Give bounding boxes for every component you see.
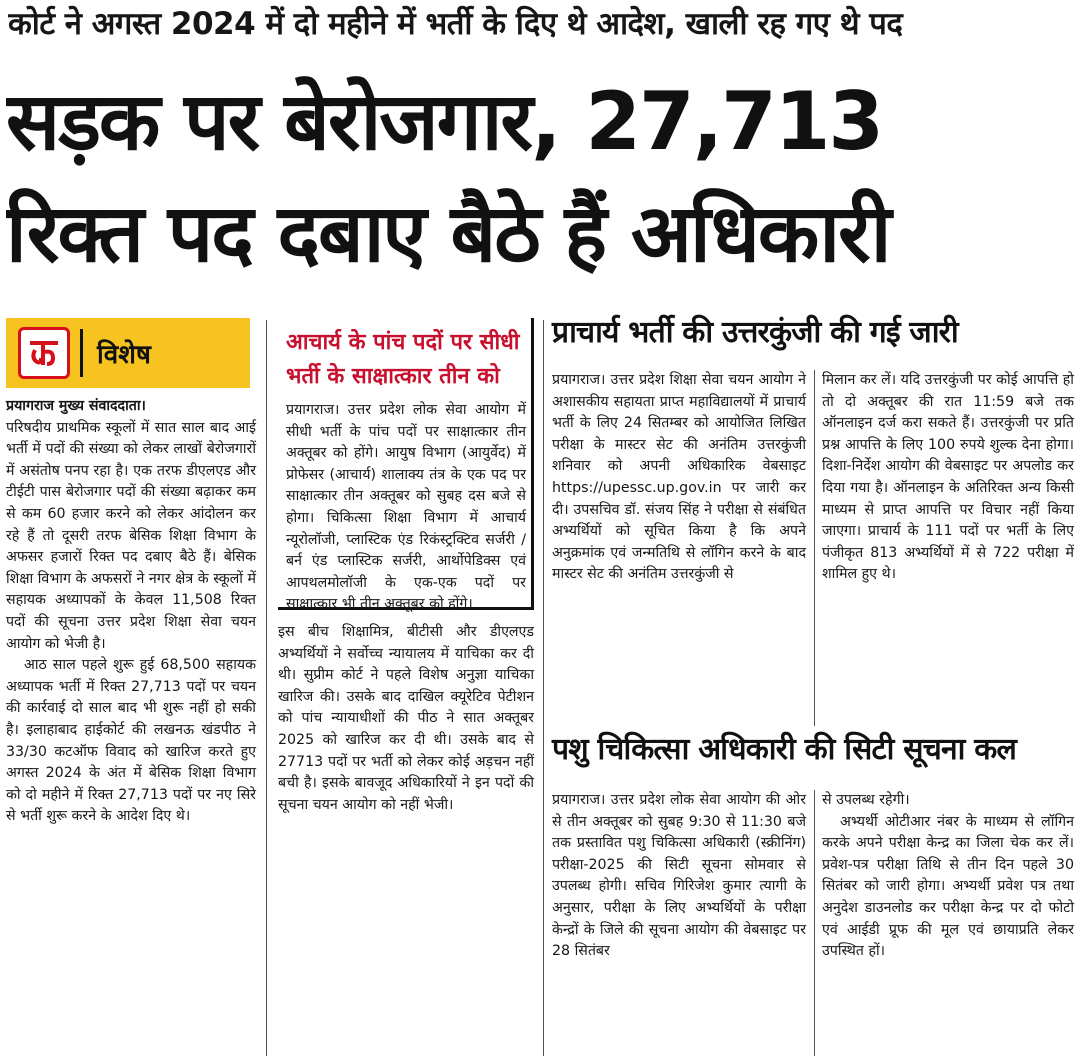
- boxed-story-text: प्रयागराज। उत्तर प्रदेश लोक सेवा आयोग में सीधी भर्ती के पांच पदों पर साक्षात्कार तीन अक्तूबर को होंगे। आयुष विभाग (आयुर्वेद) में प्रोफेसर (आचार्य) शालाक्य तंत्र के एक पद पर साक्षात्कार तीन अक्तूबर को सुबह दस बजे से होगा। चिकित्सा शिक्षा विभाग में आचार्य न्यूरोलॉजी, प्लास्टिक एंड रिकंस्ट्रक्टिव सर्जरी /बर्न एंड प्लास्टिक सर्जरी, आर्थोपेडिक्स एवं आपथलमोलॉजी के एक-एक पदों पर साक्षात्कार भी तीन अक्तूबर को होंगे।: [286, 402, 526, 613]
- story-3-column-2-body: अभ्यर्थी ओटीआर नंबर के माध्यम से लॉगिन करके अपने परीक्षा केन्द्र का जिला चेक कर लें। प्रवेश-पत्र परीक्षा तिथि से तीन दिन पहले 30 सितंबर को जारी होगा। अभ्यर्थी प्रवेश पत्र तथा अनुदेश डाउनलोड कर परीक्षा केन्द्र पर दो फोटो एवं आईडी प्रूफ की मूल एवं छायाप्रति लेकर उपस्थित हों।: [822, 813, 1074, 960]
- badge-label: विशेष: [97, 340, 151, 370]
- main-headline-line-1: सड़क पर बेरोजगार, 27,713: [6, 75, 883, 168]
- main-headline-line-2: रिक्त पद दबाए बैठे हैं अधिकारी: [6, 187, 890, 280]
- story-3-column-2: [822, 790, 1074, 963]
- story-3-column-2-lead: से उपलब्ध रहेगी।: [822, 792, 910, 808]
- hindustan-logo-icon: [18, 327, 70, 379]
- kicker-headline: कोर्ट ने अगस्त 2024 में दो महीने में भर्ती के दिए थे आदेश, खाली रह गए थे पद: [8, 6, 903, 42]
- column-divider: [266, 320, 267, 1056]
- main-story-paragraph-2: आठ साल पहले शुरू हुई 68,500 सहायक अध्यापक भर्ती में रिक्त 27,713 पदों पर चयन की कार्रवाई दो साल बाद भी शुरू नहीं हो सकी है। इलाहाबाद हाईकोर्ट की लखनऊ खंडपीठ ने 33/30 कटऑफ विवाद को खारिज करते हुए अगस्त 2024 के अंत में बेसिक शिक्षा विभाग को दो महीने में रिक्त 27,713 पदों पर नए सिरे से भर्ती शुरू करने के आदेश दिए थे।: [6, 657, 256, 825]
- story-3-headline: पशु चिकित्सा अधिकारी की सिटी सूचना कल: [552, 732, 1017, 767]
- column-divider: [814, 790, 815, 1056]
- special-badge: [6, 318, 250, 388]
- boxed-story-headline: आचार्य के पांच पदों पर सीधी भर्ती के साक्षात्कार तीन को: [286, 330, 520, 389]
- column-divider: [814, 370, 815, 726]
- main-story-byline: प्रयागराज मुख्य संवाददाता।: [6, 398, 146, 414]
- column-divider: [543, 320, 544, 1056]
- badge-divider: [80, 329, 83, 377]
- main-story-continued: इस बीच शिक्षामित्र, बीटीसी और डीएलएड अभ्यर्थियों ने सर्वोच्च न्यायालय में याचिका कर दी थी। सुप्रीम कोर्ट ने पहले विशेष अनुज्ञा याचिका खारिज की। उसके बाद दाखिल क्यूरेटिव पेटीशन को पांच न्यायाधीशों की पीठ ने सात अक्तूबर 2025 को खारिज कर दी थी। उसके बाद से 27713 पदों पर भर्ती को लेकर कोई अड़चन नहीं बची है। इसके बावजूद अधिकारियों ने इन पदों की सूचना चयन आयोग को नहीं भेजी।: [278, 624, 534, 813]
- main-story-paragraph-1: परिषदीय प्राथमिक स्कूलों में सात साल बाद आई भर्ती में पदों की संख्या को लेकर लाखों बेरोजगारों में असंतोष पनप रहा है। एक तरफ डीएलएड और टीईटी पास बेरोजगार पदों की संख्या बढ़ाकर कम से कम 60 हजार करने को लेकर आंदोलन कर रहे हैं तो दूसरी तरफ बेसिक शिक्षा विभाग के अफसर हजारों रिक्त पद दबाए बैठे हैं। बेसिक शिक्षा विभाग के अफसरों ने नगर क्षेत्र के स्कूलों में सहायक अध्यापकों के केवल 11,508 रिक्त पदों की सूचना उत्तर प्रदेश शिक्षा सेवा चयन आयोग को भेजी है।: [6, 419, 256, 652]
- story-2-headline: प्राचार्य भर्ती की उत्तरकुंजी की गई जारी: [552, 315, 958, 350]
- main-story-column-1: [6, 396, 256, 828]
- story-3-column-1: प्रयागराज। उत्तर प्रदेश लोक सेवा आयोग की ओर से तीन अक्तूबर को सुबह 9:30 से 11:30 बजे तक प्रस्तावित पशु चिकित्सा अधिकारी (स्क्रीनिंग) परीक्षा-2025 की सिटी सूचना सोमवार से उपलब्ध होगी। सचिव गिरिजेश कुमार त्यागी के अनुसार, परीक्षा के लिए अभ्यर्थियों के परीक्षा केन्द्रों के जिले की सूचना आयोग की वेबसाइट पर 28 सितंबर: [552, 792, 806, 960]
- story-2-column-2: मिलान कर लें। यदि उत्तरकुंजी पर कोई आपत्ति हो तो दो अक्तूबर की रात 11:59 बजे तक ऑनलाइन दर्ज करा सकते हैं। उत्तरकुंजी पर प्रति प्रश्न आपत्ति के लिए 100 रुपये शुल्क देना होगा। दिशा-निर्देश आयोग की वेबसाइट पर अपलोड कर दिया गया है। ऑनलाइन के अतिरिक्त अन्य किसी माध्यम से प्राप्त आपत्ति पर विचार नहीं किया जाएगा। प्राचार्य के 111 पदों पर भर्ती के लिए पंजीकृत 813 अभ्यर्थियों में से 722 परीक्षा में शामिल हुए थे।: [822, 372, 1074, 583]
- story-2-column-1: प्रयागराज। उत्तर प्रदेश शिक्षा सेवा चयन आयोग ने अशासकीय सहायता प्राप्त महाविद्यालयों में प्राचार्य भर्ती के लिए 24 सितम्बर को आयोजित लिखित परीक्षा के मास्टर सेट की अनंतिम उत्तरकुंजी शनिवार को अपनी अधिकारिक वेबसाइट https://upessc.up.gov.in पर जारी कर दी। उपसचिव डॉ. संजय सिंह ने परीक्षा से संबंधित अभ्यर्थियों को सूचित किया है कि अपने अनुक्रमांक एवं जन्मतिथि से लॉगिन करने के बाद मास्टर सेट की अनंतिम उत्तरकुंजी से: [552, 372, 806, 583]
